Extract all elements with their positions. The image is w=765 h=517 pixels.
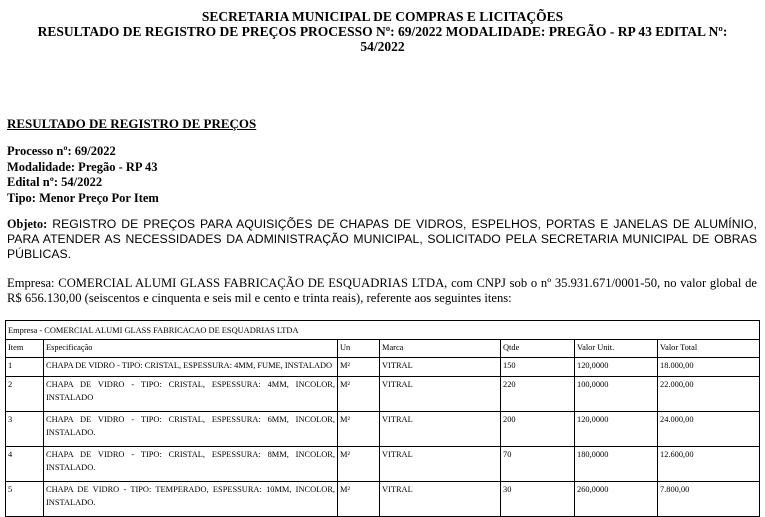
cell-item: 5 — [6, 482, 44, 517]
items-table — [5, 320, 760, 517]
header-spec: Especificação — [44, 340, 338, 358]
cell-spec: CHAPA DE VIDRO - TIPO: CRISTAL, ESPESSURA: 8MM, INCOLOR, INSTALADO. — [44, 447, 338, 482]
table-caption: Empresa - COMERCIAL ALUMI GLASS FABRICACAO DE ESQUADRIAS LTDA — [6, 321, 760, 340]
tipo-line: Tipo: Menor Preço Por Item — [7, 190, 159, 205]
cell-marca: VITRAL — [380, 358, 501, 377]
cell-qtde: 150 — [501, 358, 575, 377]
cell-valor-unit: 180,0000 — [575, 447, 658, 482]
table-row — [6, 412, 760, 447]
cell-valor-total: 22.000,00 — [658, 377, 760, 412]
cell-item: 2 — [6, 377, 44, 412]
header-line-2: RESULTADO DE REGISTRO DE PREÇOS PROCESSO Nº: 69/2022 MODALIDADE: PREGÃO - RP 43 EDITAL Nº: — [37, 24, 728, 39]
header-qtde: Qtde — [501, 340, 575, 358]
processo-line: Processo nº: 69/2022 — [7, 144, 116, 158]
cell-valor-unit: 120,0000 — [575, 358, 658, 377]
empresa-paragraph: Empresa: COMERCIAL ALUMI GLASS FABRICAÇÃO DE ESQUADRIAS LTDA, com CNPJ sob o nº 35.931.671/0001-50, no valor global de R$ 656.130,00 (seiscentos e cinquenta e seis mil e cento e trinta reais), referente aos seguintes itens: — [7, 276, 757, 305]
cell-qtde: 200 — [501, 412, 575, 447]
modalidade-line: Modalidade: Pregão - RP 43 — [7, 159, 158, 174]
cell-qtde: 30 — [501, 482, 575, 517]
cell-spec: CHAPA DE VIDRO - TIPO: CRISTAL, ESPESSURA: 4MM, FUME, INSTALADO — [44, 358, 338, 377]
table-caption-row — [6, 321, 760, 340]
table-row — [6, 447, 760, 482]
cell-marca: VITRAL — [380, 482, 501, 517]
table-header-row — [6, 340, 760, 358]
table-row — [6, 358, 760, 377]
objeto-paragraph — [7, 217, 757, 262]
cell-spec: CHAPA DE VIDRO - TIPO: CRISTAL, ESPESSURA: 6MM, INCOLOR, INSTALADO. — [44, 412, 338, 447]
header-line-3: 54/2022 — [360, 39, 405, 54]
document-header — [0, 9, 765, 54]
cell-valor-unit: 120,0000 — [575, 412, 658, 447]
header-item: Item — [6, 340, 44, 358]
cell-item: 1 — [6, 358, 44, 377]
cell-item: 4 — [6, 447, 44, 482]
cell-marca: VITRAL — [380, 377, 501, 412]
cell-spec: CHAPA DE VIDRO - TIPO: TEMPERADO, ESPESSURA: 10MM, INCOLOR, INSTALADO. — [44, 482, 338, 517]
header-valor-unit: Valor Unit. — [575, 340, 658, 358]
cell-valor-unit: 260,0000 — [575, 482, 658, 517]
header-valor-total: Valor Total — [658, 340, 760, 358]
cell-valor-total: 7.800,00 — [658, 482, 760, 517]
process-info — [7, 144, 159, 206]
edital-line: Edital nº: 54/2022 — [7, 175, 103, 189]
cell-spec: CHAPA DE VIDRO - TIPO: CRISTAL, ESPESSURA: 4MM, INCOLOR, INSTALADO — [44, 377, 338, 412]
cell-qtde: 70 — [501, 447, 575, 482]
objeto-label: Objeto: — [7, 217, 48, 231]
cell-marca: VITRAL — [380, 412, 501, 447]
objeto-text: REGISTRO DE PREÇOS PARA AQUISIÇÕES DE CHAPAS DE VIDROS, ESPELHOS, PORTAS E JANELAS DE ALUMÍNIO, PARA ATENDER AS NECESSIDADES DA ADMINISTRAÇÃO MUNICIPAL, SOLICITADO PELA SECRETARIA MUNICIPAL DE OBRAS PÚBLICAS. — [7, 217, 757, 261]
cell-valor-total: 12.600,00 — [658, 447, 760, 482]
table-row — [6, 482, 760, 517]
cell-un: M² — [338, 447, 380, 482]
cell-item: 3 — [6, 412, 44, 447]
header-marca: Marca — [380, 340, 501, 358]
cell-un: M² — [338, 412, 380, 447]
header-line-1: SECRETARIA MUNICIPAL DE COMPRAS E LICITAÇÕES — [201, 9, 564, 24]
cell-un: M² — [338, 482, 380, 517]
cell-qtde: 220 — [501, 377, 575, 412]
cell-un: M² — [338, 358, 380, 377]
cell-un: M² — [338, 377, 380, 412]
cell-valor-total: 18.000,00 — [658, 358, 760, 377]
cell-marca: VITRAL — [380, 447, 501, 482]
header-un: Un — [338, 340, 380, 358]
section-title: RESULTADO DE REGISTRO DE PREÇOS — [7, 116, 257, 131]
cell-valor-unit: 100,0000 — [575, 377, 658, 412]
cell-valor-total: 24.000,00 — [658, 412, 760, 447]
table-row — [6, 377, 760, 412]
